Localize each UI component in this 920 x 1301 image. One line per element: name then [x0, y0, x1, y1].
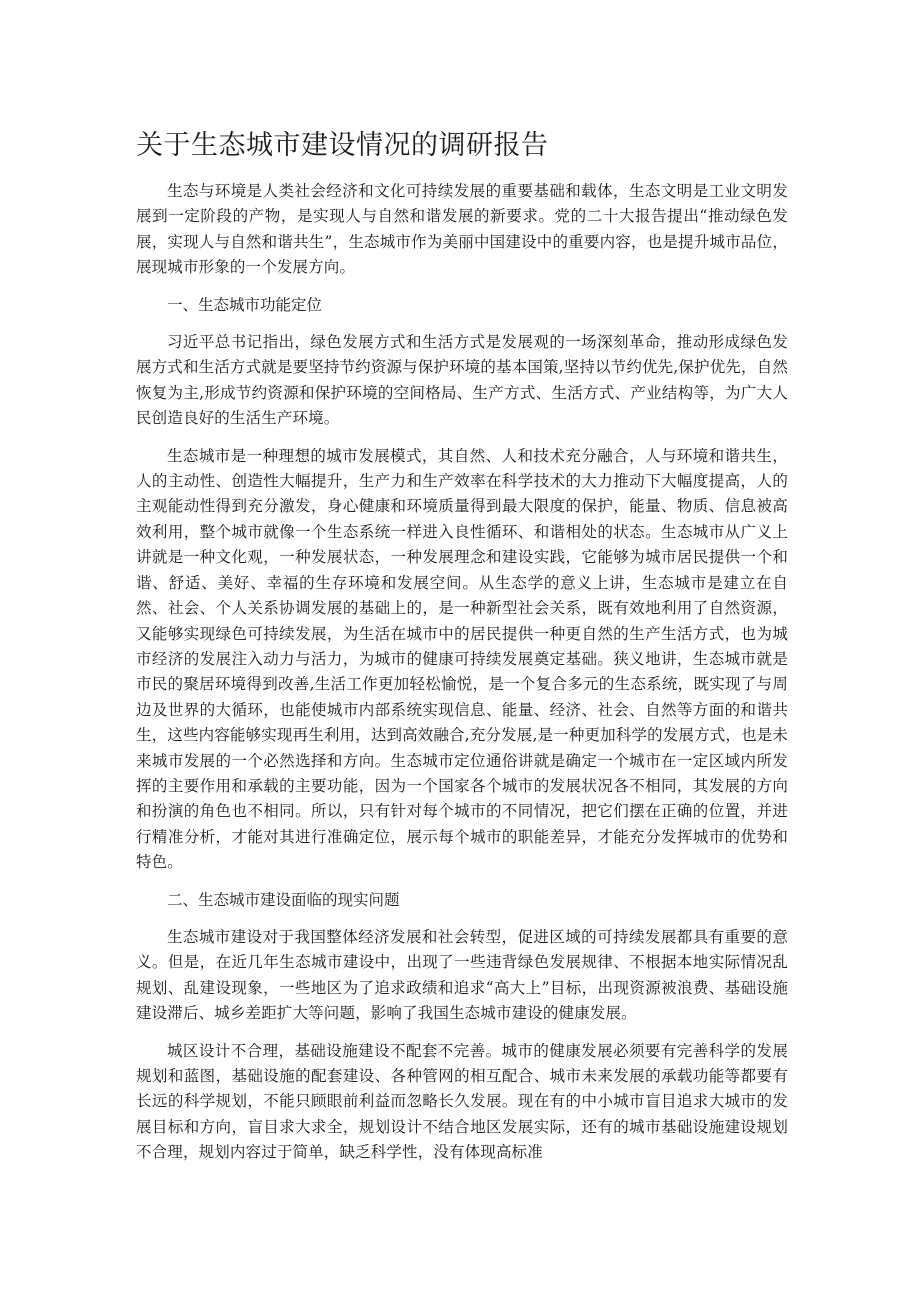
paragraph-1: 习近平总书记指出，绿色发展方式和生活方式是发展观的一场深刻革命，推动形成绿色发展方式和生活方式就是要坚持节约资源与保护环境的基本国策,坚持以节约优先,保护优先，自然恢复为主,形成节约资源和保护环境的空间格局、生产方式、生活方式、产业结构等，为广大人民创造良好的生活生产环境。: [136, 333, 788, 428]
paragraph-2: 生态城市是一种理想的城市发展模式，其自然、人和技术充分融合，人与环境和谐共生，人的主动性、创造性大幅提升，生产力和生产效率在科学技术的大力推动下大幅度提高，人的主观能动性得到充分激发，身心健康和环境质量得到最大限度的保护，能量、物质、信息被高效利用，整个城市就像一个生态系统一样进入良性循环、和谐相处的状态。生态城市从广义上讲就是一种文化观，一种发展状态，一种发展理念和建设实践，它能够为城市居民提供一个和谐、舒适、美好、幸福的生存环境和发展空间。从生态学的意义上讲，生态城市是建立在自然、社会、个人关系协调发展的基础上的，是一种新型社会关系，既有效地利用了自然资源，又能够实现绿色可持续发展，为生活在城市中的居民提供一种更自然的生产生活方式，也为城市经济的发展注入动力与活力，为城市的健康可持续发展奠定基础。狭义地讲，生态城市就是市民的聚居环境得到改善,生活工作更加轻松愉悦，是一个复合多元的生态系统，既实现了与周边及世界的大循环，也能使城市内部系统实现信息、能量、经济、社会、自然等方面的和谐共生，这些内容能够实现再生利用，达到高效融合,充分发展,是一种更加科学的发展方式，也是未来城市发展的一个必然选择和方向。生态城市定位通俗讲就是确定一个城市在一定区域内所发挥的主要作用和承载的主要功能，因为一个国家各个城市的发展状况各不相同，其发展的方向和扮演的角色也不相同。所以，只有针对每个城市的不同情况，把它们摆在正确的位置，并进行精准分析，才能对其进行准确定位，展示每个城市的职能差异，才能充分发挥城市的优势和特色。: [136, 446, 788, 872]
section-heading-2: 二、生态城市建设面临的现实问题: [167, 890, 400, 909]
document-title: 关于生态城市建设情况的调研报告: [136, 130, 549, 161]
paragraph-intro: 生态与环境是人类社会经济和文化可持续发展的重要基础和载体，生态文明是工业文明发展到一定阶段的产物，是实现人与自然和谐发展的新要求。党的二十大报告提出“推动绿色发展，实现人与自然和谐共生”，生态城市作为美丽中国建设中的重要内容，也是提升城市品位，展现城市形象的一个发展方向。: [136, 182, 788, 277]
document-body: [136, 179, 788, 1178]
paragraph-3: 生态城市建设对于我国整体经济发展和社会转型，促进区域的可持续发展都具有重要的意义。但是，在近几年生态城市建设中，出现了一些违背绿色发展规律、不根据本地实际情况乱规划、乱建设现象，一些地区为了追求政绩和追求“高大上”目标，出现资源被浪费、基础设施建设滞后、城乡差距扩大等问题，影响了我国生态城市建设的健康发展。: [136, 927, 788, 1023]
section-heading-1: 一、生态城市功能定位: [167, 295, 323, 314]
paragraph-4: 城区设计不合理，基础设施建设不配套不完善。城市的健康发展必须要有完善科学的发展规划和蓝图，基础设施的配套建设、各种管网的相互配合、城市未来发展的承载功能等都要有长远的科学规划，不能只顾眼前利益而忽略长久发展。现在有的中小城市盲目追求大城市的发展目标和方向，盲目求大求全，规划设计不结合地区发展实际，还有的城市基础设施建设规划不合理，规划内容过于简单，缺乏科学性，没有体现高标准: [136, 1041, 788, 1162]
